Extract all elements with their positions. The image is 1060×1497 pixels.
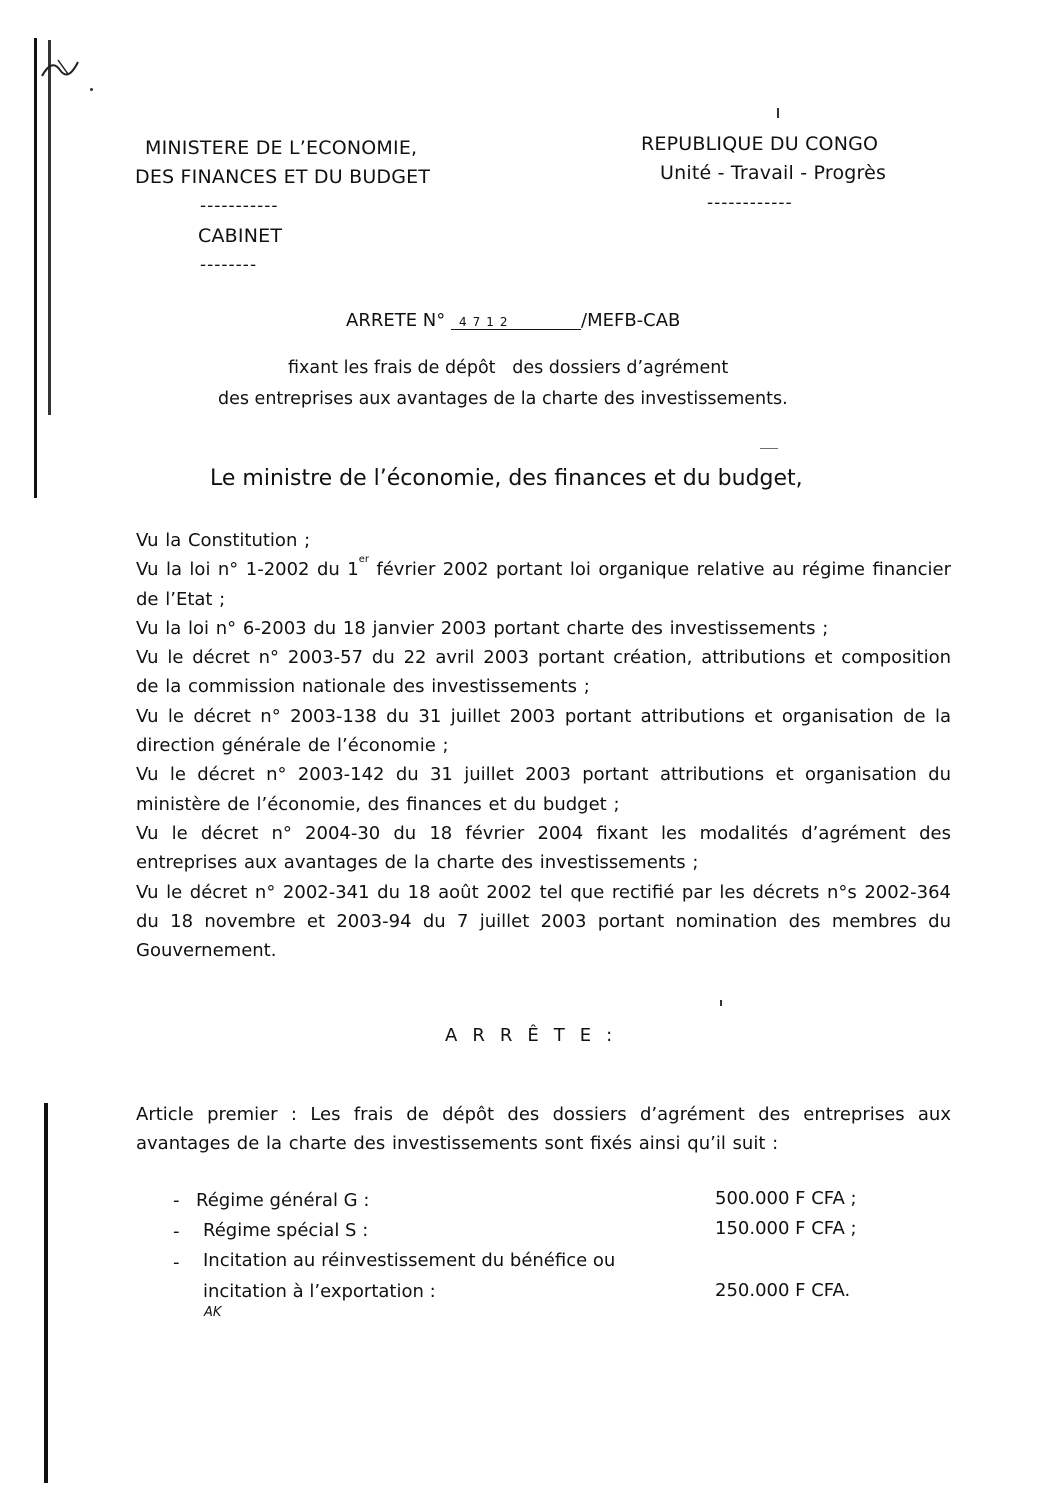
- arrete-heading: ARRÊTE:: [445, 1025, 628, 1046]
- scan-dash: [760, 448, 778, 449]
- scan-speck: [90, 88, 93, 91]
- visa-item: Vu le décret n° 2003-138 du 31 juillet 2003 portant attributions et organisation de la direction générale de l’économie ;: [136, 705, 951, 757]
- margin-bar-top-2: [48, 40, 51, 415]
- margin-bar-top: [34, 38, 37, 498]
- subtitle-line1: fixant les frais de dépôt des dossiers d’agrément: [288, 358, 729, 378]
- initials-mark: AK: [204, 1305, 222, 1320]
- fee-amount-special: 150.000 F CFA ;: [715, 1218, 857, 1239]
- fee-amount-general: 500.000 F CFA ;: [715, 1188, 857, 1209]
- corner-mark-icon: [38, 48, 98, 88]
- visa-item: Vu le décret n° 2004-30 du 18 février 2004 fixant les modalités d’agrément des entreprises aux avantages de la charte des investissements ;: [136, 822, 951, 874]
- article-label: Article premier: [136, 1104, 278, 1125]
- article-premier: [136, 1100, 951, 1159]
- visa-item: Vu la Constitution ;: [136, 530, 311, 551]
- visas-list: [136, 526, 951, 965]
- scan-speck: [720, 1000, 722, 1006]
- subtitle-line2: des entreprises aux avantages de la charte des investissements.: [218, 389, 788, 409]
- fee-amount-incitation: 250.000 F CFA.: [715, 1280, 851, 1301]
- fee-bullet: -: [173, 1252, 180, 1273]
- scan-speck: [777, 108, 779, 118]
- republic-motto: Unité - Travail - Progrès: [660, 162, 887, 184]
- arrete-number-title: [346, 310, 680, 331]
- article-text: : Les frais de dépôt des dossiers d’agrément des entreprises aux avantages de la charte des investissements sont fixés ainsi qu’il suit :: [136, 1104, 951, 1155]
- visa-item: Vu le décret n° 2003-142 du 31 juillet 2003 portant attributions et organisation du ministère de l’économie, des finances et du budget ;: [136, 764, 951, 815]
- arrete-number: 4712: [451, 315, 581, 330]
- republic-name: REPUBLIQUE DU CONGO: [641, 133, 879, 155]
- fee-bullet: -: [173, 1221, 180, 1242]
- fee-label-incitation-line1: Incitation au réinvestissement du bénéfice ou: [203, 1250, 616, 1271]
- header-separator-left: -----------: [200, 196, 279, 216]
- ministry-name-line1: MINISTERE DE L’ECONOMIE,: [145, 137, 418, 159]
- visa-item: Vu le décret n° 2003-57 du 22 avril 2003 portant création, attributions et composition de la commission nationale des investissements ;: [136, 647, 951, 698]
- header-separator-right: ------------: [707, 193, 793, 213]
- ministry-name-line2: DES FINANCES ET DU BUDGET: [135, 166, 431, 188]
- visa-item: Vu la loi n° 6-2003 du 18 janvier 2003 portant charte des investissements ;: [136, 617, 829, 639]
- fee-bullet: -: [173, 1190, 180, 1211]
- cabinet-separator: --------: [200, 255, 258, 275]
- arrete-prefix: ARRETE N°: [346, 310, 446, 331]
- minister-heading: Le ministre de l’économie, des finances et du budget,: [210, 466, 803, 491]
- fee-label-special: Régime spécial S :: [203, 1220, 369, 1241]
- visa-item: Vu le décret n° 2002-341 du 18 août 2002 tel que rectifié par les décrets n°s 2002-364 du 18 novembre et 2003-94 du 7 juillet 2003 portant nomination des membres du Gouvernement.: [136, 881, 951, 962]
- margin-bar-bottom: [44, 1103, 48, 1483]
- cabinet-label: CABINET: [198, 225, 283, 247]
- visa-item: Vu la loi n° 1-2002 du 1er février 2002 portant loi organique relative au régime financier de l’Etat ;: [136, 554, 952, 610]
- arrete-suffix: /MEFB-CAB: [581, 310, 681, 331]
- fee-label-general: Régime général G :: [196, 1190, 370, 1211]
- fee-label-incitation-line2: incitation à l’exportation :: [203, 1281, 436, 1302]
